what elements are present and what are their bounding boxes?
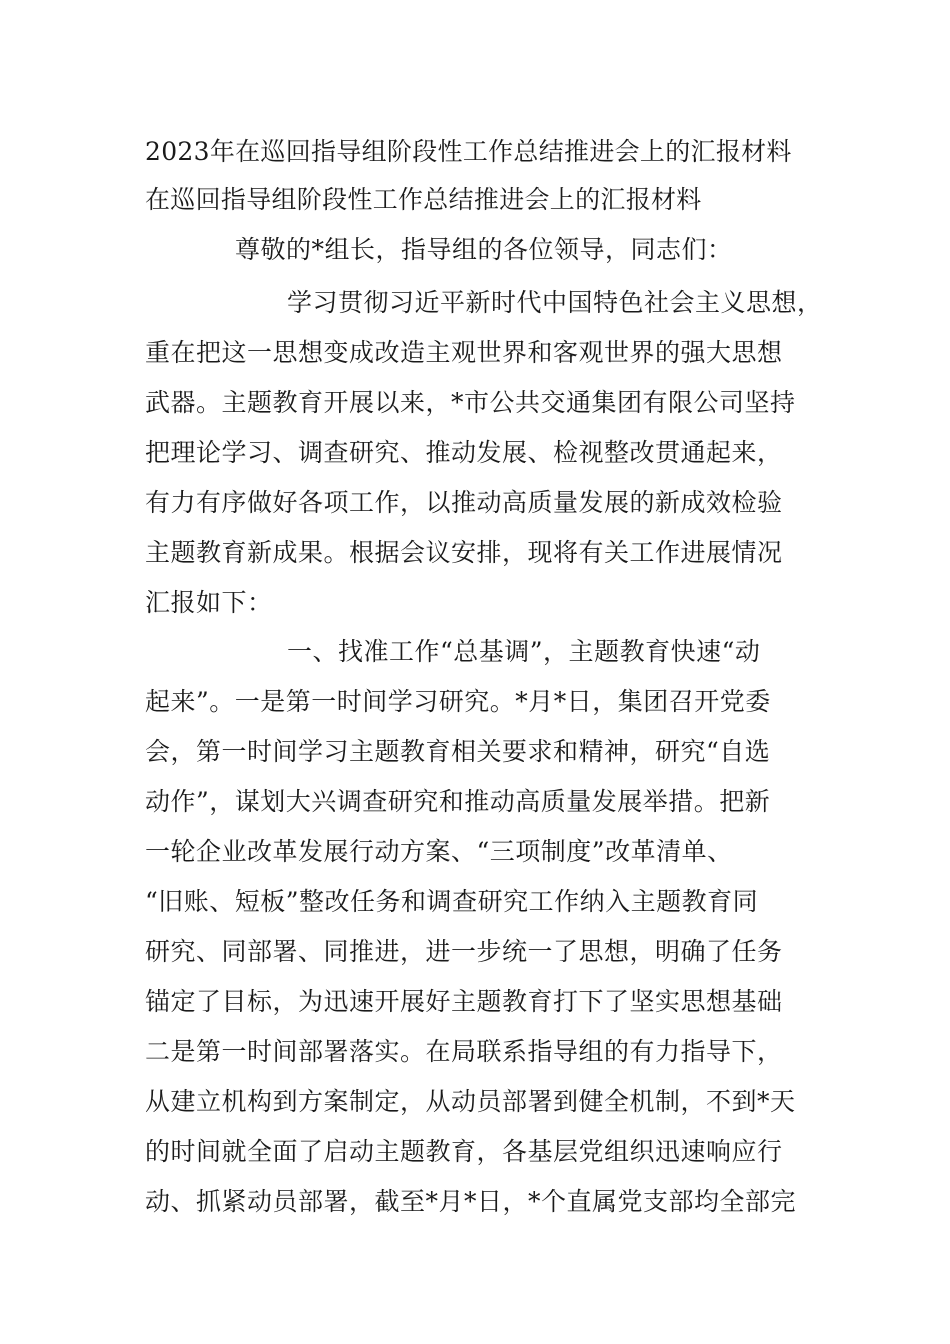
paragraph-2-line: 会，第一时间学习主题教育相关要求和精神，研究“自选 — [145, 737, 771, 766]
paragraph-2-line: 二是第一时间部署落实。在局联系指导组的有力指导下， — [145, 1037, 783, 1066]
paragraph-2-line: 研究、同部署、同推进，进一步统一了思想，明确了任务 — [145, 937, 783, 966]
paragraph-2-line: “旧账、短板”整改任务和调查研究工作纳入主题教育同 — [145, 887, 759, 916]
paragraph-1-line: 重在把这一思想变成改造主观世界和客观世界的强大思想 — [145, 338, 783, 367]
paragraph-2-line: 锚定了目标，为迅速开展好主题教育打下了坚实思想基础 — [145, 987, 783, 1016]
paragraph-1-line: 把理论学习、调查研究、推动发展、检视整改贯通起来， — [145, 438, 783, 467]
paragraph-2-line: 一、找准工作“总基调”，主题教育快速“动 — [287, 637, 761, 666]
paragraph-2-line: 起来”。一是第一时间学习研究。*月*日，集团召开党委 — [145, 687, 771, 716]
paragraph-2-line: 动作”，谋划大兴调查研究和推动高质量发展举措。把新 — [145, 787, 771, 816]
salutation: 尊敬的*组长，指导组的各位领导，同志们： — [235, 235, 733, 264]
paragraph-1-line: 武器。主题教育开展以来，*市公共交通集团有限公司坚持 — [145, 388, 796, 417]
paragraph-2-line: 从建立机构到方案制定，从动员部署到健全机制，不到*天 — [145, 1087, 796, 1116]
paragraph-2-line: 动、抓紧动员部署，截至*月*日，*个直属党支部均全部完 — [145, 1187, 797, 1216]
document-title-line-1: 2023年在巡回指导组阶段性工作总结推进会上的汇报材料 — [145, 137, 792, 166]
paragraph-2-line: 的时间就全面了启动主题教育，各基层党组织迅速响应行 — [145, 1137, 783, 1166]
paragraph-2-line: 一轮企业改革发展行动方案、“三项制度”改革清单、 — [145, 837, 733, 866]
paragraph-1-line: 学习贯彻习近平新时代中国特色社会主义思想， — [287, 288, 823, 317]
paragraph-1-line: 有力有序做好各项工作，以推动高质量发展的新成效检验 — [145, 488, 783, 517]
paragraph-1-line: 主题教育新成果。根据会议安排，现将有关工作进展情况 — [145, 538, 783, 567]
paragraph-1-line: 汇报如下： — [145, 588, 273, 617]
document-title-line-2: 在巡回指导组阶段性工作总结推进会上的汇报材料 — [145, 185, 702, 214]
